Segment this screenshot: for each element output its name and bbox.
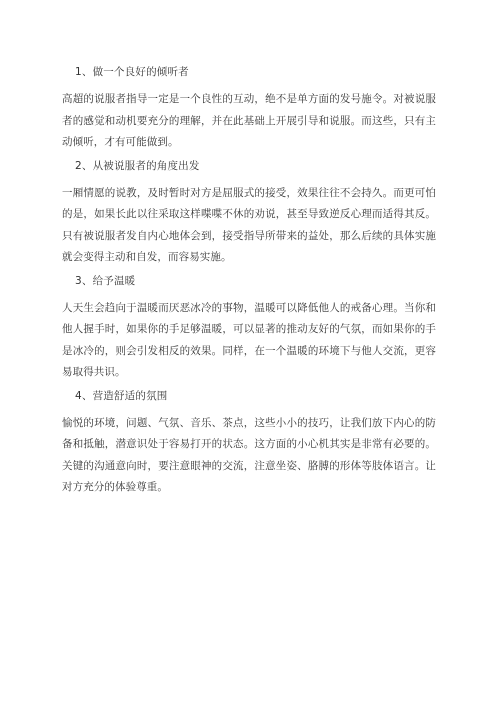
section-paragraph: 高超的说服者指导一定是一个良性的互动，绝不是单方面的发号施令。对被说服者的感觉和动机要充分的理解，并在此基础上开展引导和说服。而这些，只有主动倾听，才有可能做到。	[62, 93, 436, 148]
section-heading: 2、从被说服者的角度出发	[75, 159, 200, 172]
section-paragraph: 一厢情愿的说教，及时暂时对方是屈服式的接受，效果往往不会持久。而更可怕的是，如果长此以往采取这样喋喋不休的劝说，甚至导致逆反心理而适得其反。只有被说服者发自内心地体会到，接受指导所带来的益处，那么后续的具体实施就会变得主动和自发，而容易实施。	[62, 186, 436, 263]
section-heading: 1、做一个良好的倾听者	[75, 66, 189, 78]
section-4	[62, 388, 436, 499]
section-heading: 3、给予温暖	[75, 274, 136, 287]
section-3	[62, 273, 436, 384]
section-2	[62, 158, 436, 269]
section-paragraph: 愉悦的环境，问题、气氛、音乐、茶点，这些小小的技巧，让我们放下内心的防备和抵触，潜意识处于容易打开的状态。这方面的小心机其实是非常有必要的。关键的沟通意向时，要注意眼神的交流，注意坐姿、胳膊的形体等肢体语言。让对方充分的体验尊重。	[62, 416, 436, 493]
section-1	[62, 64, 436, 154]
section-paragraph: 人天生会趋向于温暖而厌恶冰冷的事物，温暖可以降低他人的戒备心理。当你和他人握手时，如果你的手足够温暖，可以显著的推动友好的气氛，而如果你的手是冰冷的，则会引发相反的效果。同样，在一个温暖的环境下与他人交流，更容易取得共识。	[62, 301, 436, 378]
section-heading: 4、营造舒适的氛围	[75, 389, 168, 402]
